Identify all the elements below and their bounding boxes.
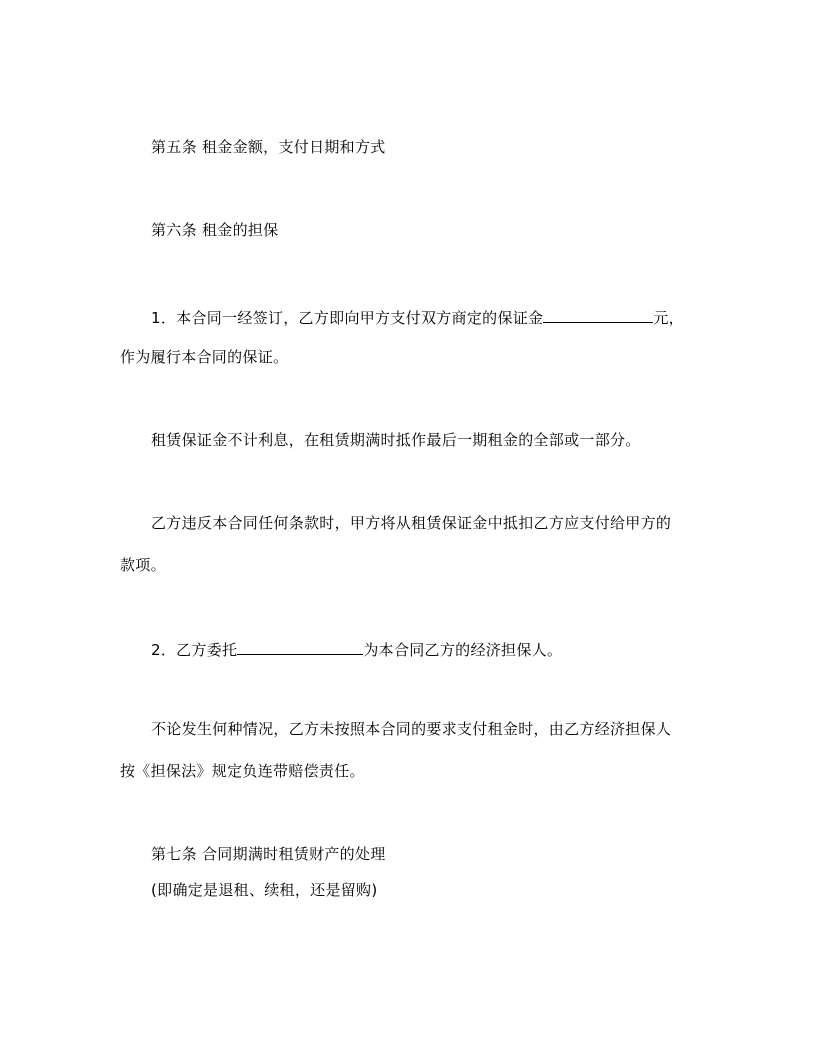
clause-2-rest: 为本合同乙方的经济担保人。 [363, 641, 563, 659]
breach-paragraph-line-2: 款项。 [120, 556, 166, 574]
clause-1-text: 1．本合同一经签订，乙方即向甲方支付双方商定的保证金 [151, 309, 544, 327]
clause-1-continuation: 作为履行本合同的保证。 [120, 348, 289, 366]
clause-1-paragraph [151, 306, 684, 327]
guarantor-liability-line-2: 按《担保法》规定负连带赔偿责任。 [120, 762, 365, 780]
deposit-amount-blank [543, 306, 653, 323]
article-5-heading: 第五条 租金金额，支付日期和方式 [151, 138, 386, 156]
deposit-interest-paragraph: 租赁保证金不计利息，在租赁期满时抵作最后一期租金的全部或一部分。 [151, 431, 641, 449]
article-7-heading: 第七条 合同期满时租赁财产的处理 [151, 845, 386, 863]
guarantor-liability-line-1: 不论发生何种情况，乙方未按照本合同的要求支付租金时，由乙方经济担保人 [151, 720, 672, 738]
article-6-heading: 第六条 租金的担保 [151, 221, 279, 239]
breach-paragraph-line-1: 乙方违反本合同任何条款时，甲方将从租赁保证金中抵扣乙方应支付给甲方的 [151, 514, 672, 532]
article-7-note: (即确定是退租、续租，还是留购) [151, 881, 378, 899]
guarantor-name-blank [237, 638, 363, 655]
clause-1-unit: 元， [653, 309, 684, 327]
clause-2-paragraph [151, 638, 562, 659]
clause-2-text: 2．乙方委托 [151, 641, 238, 659]
